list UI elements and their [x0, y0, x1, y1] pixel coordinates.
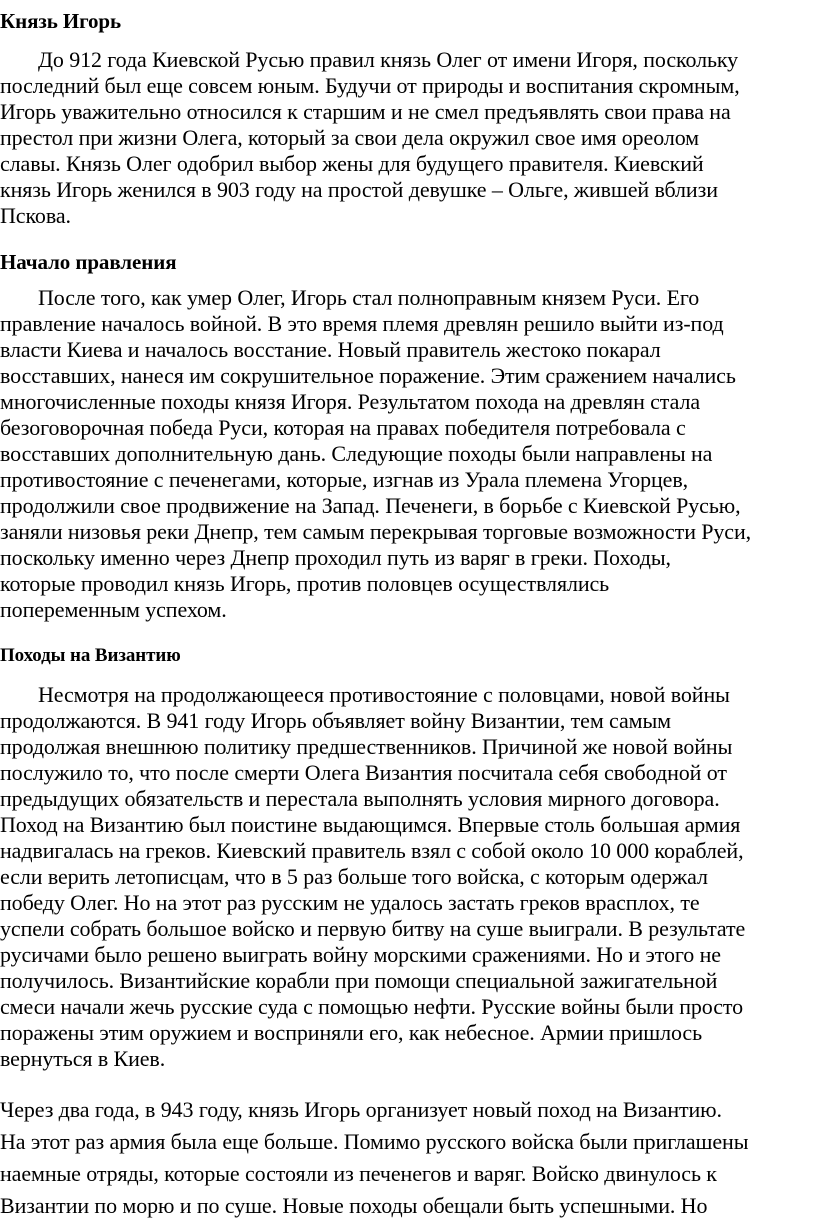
heading-reign-start: Начало правления	[0, 250, 177, 274]
paragraph-line: После того, как умер Олег, Игорь стал полноправным князем Руси. Его	[38, 285, 700, 310]
paragraph-line: попеременным успехом.	[0, 597, 227, 622]
paragraph-line: победу Олег. Но на этот раз русским не удалось застать греков врасплох, те	[0, 890, 700, 915]
paragraph-line: предыдущих обязательств и перестала выполнять условия мирного договора.	[0, 786, 720, 811]
paragraph-line: послужило то, что после смерти Олега Византия посчитала себя свободной от	[0, 760, 727, 785]
paragraph-line: Поход на Византию был поистине выдающимся. Впервые столь большая армия	[0, 812, 741, 837]
paragraph-line: славы. Князь Олег одобрил выбор жены для будущего правителя. Киевский	[0, 151, 704, 176]
paragraph-line: власти Киева и началось восстание. Новый правитель жестоко покарал	[0, 337, 661, 362]
paragraph-line: русичами было решено выиграть войну морскими сражениями. Но и этого не	[0, 942, 721, 967]
paragraph-line: восставших, нанеся им сокрушительное поражение. Этим сражением начались	[0, 363, 736, 388]
paragraph-line: наемные отряды, которые состояли из печенегов и варяг. Войско двинулось к	[0, 1161, 717, 1186]
heading-prince-igor: Князь Игорь	[0, 9, 122, 33]
paragraph-line: надвигалась на греков. Киевский правитель взял с собой около 10 000 кораблей,	[0, 838, 744, 863]
paragraph-line: Через два года, в 943 году, князь Игорь организует новый поход на Византию.	[0, 1097, 722, 1122]
paragraph-line: правление началось войной. В это время племя древлян решило выйти из-под	[0, 311, 724, 336]
paragraph-line: поскольку именно через Днепр проходил путь из варяг в греки. Походы,	[0, 545, 671, 570]
paragraph-line: последний был еще совсем юным. Будучи от природы и воспитания скромным,	[0, 73, 740, 98]
paragraph-line: князь Игорь женился в 903 году на простой девушке – Ольге, жившей вблизи	[0, 177, 718, 202]
paragraph-line: продолжаются. В 941 году Игорь объявляет войну Византии, тем самым	[0, 708, 671, 733]
paragraph-line: безоговорочная победа Руси, которая на правах победителя потребовала с	[0, 415, 686, 440]
paragraph-line: которые проводил князь Игорь, против половцев осуществлялись	[0, 571, 610, 596]
paragraph-line: На этот раз армия была еще больше. Помимо русского войска были приглашены	[0, 1129, 749, 1154]
paragraph-line: восставших дополнительную дань. Следующие походы были направлены на	[0, 441, 713, 466]
paragraph-line: если верить летописцам, что в 5 раз больше того войска, с которым одержал	[0, 864, 708, 889]
paragraph-line: многочисленные походы князя Игоря. Результатом похода на древлян стала	[0, 389, 700, 414]
paragraph-line: успели собрать большое войско и первую битву на суше выиграли. В результате	[0, 916, 746, 941]
paragraph-line: смеси начали жечь русские суда с помощью нефти. Русские войны были просто	[0, 994, 743, 1019]
paragraph-line: поражены этим оружием и восприняли его, как небесное. Армии пришлось	[0, 1020, 703, 1045]
paragraph-line: Пскова.	[0, 203, 71, 228]
paragraph-line: получилось. Византийские корабли при помощи специальной зажигательной	[0, 968, 718, 993]
paragraph-line: Игорь уважительно относился к старшим и не смел предъявлять свои права на	[0, 99, 731, 124]
heading-byzantium-campaigns: Походы на Византию	[0, 645, 181, 666]
paragraph-line: вернуться в Киев.	[0, 1046, 166, 1071]
paragraph-line: До 912 года Киевской Русью правил князь Олег от имени Игоря, поскольку	[38, 47, 739, 72]
paragraph-line: Несмотря на продолжающееся противостояние с половцами, новой войны	[38, 682, 730, 707]
paragraph-line: противостояние с печенегами, которые, изгнав из Урала племена Угорцев,	[0, 467, 689, 492]
paragraph-line: Византии по морю и по суше. Новые походы обещали быть успешными. Но	[0, 1193, 708, 1218]
paragraph-line: престол при жизни Олега, который за свои дела окружил свое имя ореолом	[0, 125, 699, 150]
paragraph-line: продолжили свое продвижение на Запад. Печенеги, в борьбе с Киевской Русью,	[0, 493, 741, 518]
paragraph-line: продолжая внешнюю политику предшественников. Причиной же новой войны	[0, 734, 733, 759]
paragraph-line: заняли низовья реки Днепр, тем самым перекрывая торговые возможности Руси,	[0, 519, 752, 544]
